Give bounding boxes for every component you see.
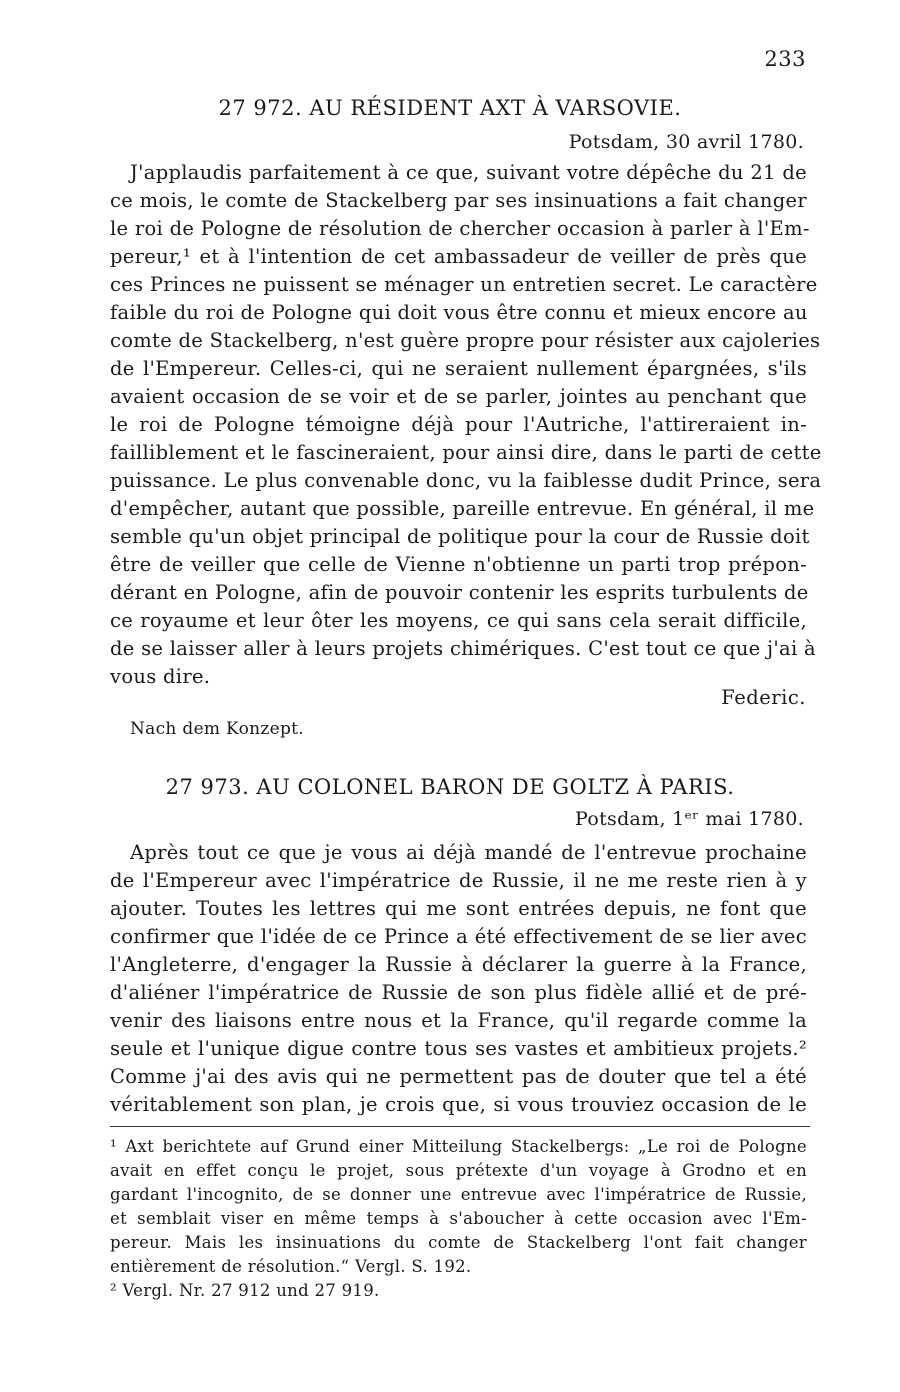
letter1-line: dérant en Pologne, afin de pouvoir contenir les esprits turbulents de	[110, 581, 809, 604]
letter1-line: pereur,¹ et à l'intention de cet ambassadeur de veiller de près que	[110, 245, 807, 268]
letter1-line: puissance. Le plus convenable donc, vu la faiblesse dudit Prince, sera	[110, 469, 822, 492]
letter2-line: seule et l'unique digue contre tous ses vastes et ambitieux projets.²	[110, 1037, 807, 1060]
letter1-line: comte de Stackelberg, n'est guère propre pour résister aux cajoleries	[110, 329, 821, 352]
footnote-line: pereur. Mais les insinuations du comte de Stackelberg l'ont fait changer	[110, 1233, 807, 1252]
footnote-separator	[110, 1126, 810, 1127]
letter2-line: l'Angleterre, d'engager la Russie à déclarer la guerre à la France,	[110, 953, 807, 976]
letter1-line: ce mois, le comte de Stackelberg par ses insinuations a fait changer	[110, 189, 807, 212]
footnote-line: gardant l'incognito, de se donner une entrevue avec l'impératrice de Russie,	[110, 1185, 807, 1204]
letter2-line: Après tout ce que je vous ai déjà mandé de l'entrevue prochaine	[130, 841, 807, 864]
letter1-line: avaient occasion de se voir et de se parler, jointes au penchant que	[110, 385, 807, 408]
footnote-line: entièrement de résolution.“ Vergl. S. 192.	[110, 1257, 472, 1276]
letter2-line: véritablement son plan, je crois que, si vous trouviez occasion de le	[110, 1093, 807, 1116]
letter1-line: ce royaume et leur ôter les moyens, ce qui sans cela serait difficile,	[110, 609, 807, 632]
letter1-line: le roi de Pologne de résolution de chercher occasion à parler à l'Em-	[110, 217, 810, 240]
letter1-line: failliblement et le fascineraient, pour ainsi dire, dans le parti de cette	[110, 441, 822, 464]
signature: Federic.	[721, 686, 806, 709]
letter2-line: venir des liaisons entre nous et la France, qu'il regarde comme la	[110, 1009, 807, 1032]
letter-heading-27972: 27 972. AU RÉSIDENT AXT À VARSOVIE.	[218, 96, 682, 120]
letter1-line: J'applaudis parfaitement à ce que, suivant votre dépêche du 21 de	[130, 161, 807, 184]
letter1-line: d'empêcher, autant que possible, pareille entrevue. En général, il me	[110, 497, 815, 520]
footnote-line: ¹ Axt berichtete auf Grund einer Mitteilung Stackelbergs: „Le roi de Pologne	[110, 1137, 807, 1156]
letter1-line: semble qu'un objet principal de politique pour la cour de Russie doit	[110, 525, 810, 548]
source-note: Nach dem Konzept.	[130, 719, 305, 739]
letter1-line: faible du roi de Pologne qui doit vous être connu et mieux encore au	[110, 301, 808, 324]
letter-heading-27973: 27 973. AU COLONEL BARON DE GOLTZ À PARIS.	[165, 775, 735, 799]
footnote-line: et semblait viser en même temps à s'aboucher à cette occasion avec l'Em-	[110, 1209, 807, 1228]
letter2-line: confirmer que l'idée de ce Prince a été effectivement de se lier avec	[110, 925, 807, 948]
letter1-line: ces Princes ne puissent se ménager un entretien secret. Le caractère	[110, 273, 818, 296]
letter1-line: être de veiller que celle de Vienne n'obtienne un parti trop prépon-	[110, 553, 807, 576]
letter2-line: de l'Empereur avec l'impératrice de Russie, il ne me reste rien à y	[110, 869, 807, 892]
letter1-line: le roi de Pologne témoigne déjà pour l'Autriche, l'attireraient in-	[110, 413, 807, 436]
letter1-line: de se laisser aller à leurs projets chimériques. C'est tout ce que j'ai à	[110, 637, 816, 660]
letter2-line: ajouter. Toutes les lettres qui me sont entrées depuis, ne font que	[110, 897, 807, 920]
footnote-line: ² Vergl. Nr. 27 912 und 27 919.	[110, 1281, 380, 1300]
page-number: 233	[764, 47, 806, 71]
footnote-line: avait en effet conçu le projet, sous prétexte d'un voyage à Grodno et en	[110, 1161, 807, 1180]
letter2-line: Comme j'ai des avis qui ne permettent pas de douter que tel a été	[110, 1065, 807, 1088]
letter2-line: d'aliéner l'impératrice de Russie de son plus fidèle allié et de pré-	[110, 981, 807, 1004]
dateline-27972: Potsdam, 30 avril 1780.	[568, 131, 804, 153]
dateline-27973: Potsdam, 1ᵉʳ mai 1780.	[575, 808, 804, 830]
letter1-line: vous dire.	[110, 665, 211, 688]
letter1-line: de l'Empereur. Celles-ci, qui ne seraient nullement épargnées, s'ils	[110, 357, 807, 380]
